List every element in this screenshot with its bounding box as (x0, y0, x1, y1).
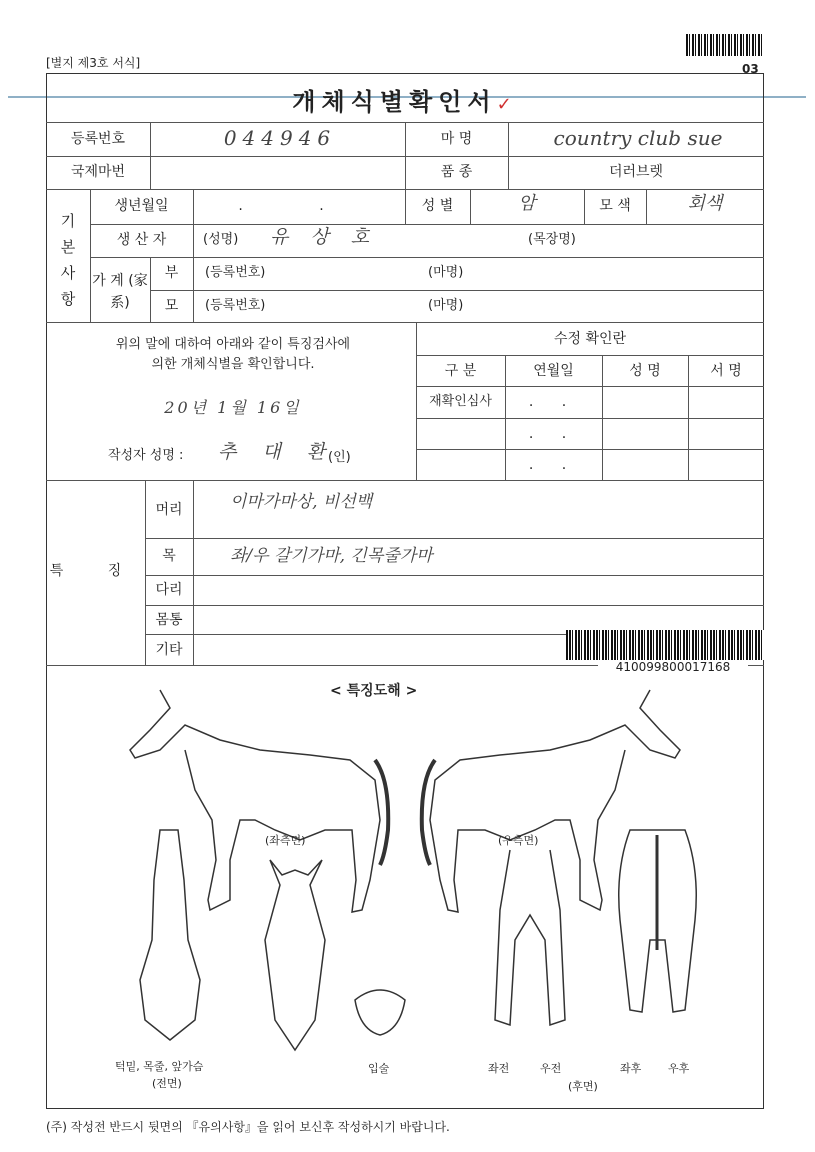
rev-row-2-date[interactable]: . . (528, 426, 579, 442)
dam-label: 모 (164, 298, 179, 314)
statement-line-1: 위의 말에 대하여 아래와 같이 특징검사에 (115, 337, 351, 352)
page-code: 03 (742, 62, 759, 76)
rev-row-3-date[interactable]: . . (528, 457, 579, 473)
ranch-label: (목장명) (528, 232, 576, 247)
statement-line-2: 의한 개체식별을 확인합니다. (151, 357, 315, 372)
dam-name-label: (마명) (428, 298, 464, 313)
left-side-caption: (좌측면) (265, 834, 306, 847)
rev-row-1-date[interactable]: . . (528, 394, 579, 410)
rev-header-type: 구 분 (444, 363, 477, 379)
sex-label: 성 별 (421, 198, 454, 214)
feature-label-other: 기타 (155, 642, 183, 658)
form-label: [별지 제3호 서식] (46, 56, 141, 70)
lips-outline (355, 990, 405, 1035)
feature-value-head[interactable]: 이마가마상, 비선백 (230, 492, 373, 512)
right-side-horse-tail (422, 760, 435, 865)
sex-value[interactable]: 암 (518, 193, 536, 214)
lips-caption: 입술 (368, 1062, 390, 1075)
diagram-title: < 특징도해 > (330, 683, 418, 699)
head-front-outline (265, 860, 325, 1050)
feature-label-legs: 다리 (155, 582, 183, 598)
right-hind-caption: 우후 (668, 1062, 690, 1075)
coat-value[interactable]: 회색 (687, 193, 723, 214)
sire-name-label: (마명) (428, 265, 464, 280)
barcode-number: 410099800017168 (598, 660, 748, 674)
sire-label: 부 (164, 265, 179, 281)
seal-label: (인) (328, 450, 351, 465)
footer-note: (주) 작성전 반드시 뒷면의 『유의사항』을 읽어 보신후 작성하시기 바랍니다. (46, 1120, 450, 1134)
front-label: (전면) (152, 1077, 182, 1090)
left-side-horse-tail (375, 760, 388, 865)
horse-name-value[interactable]: country club sue (553, 126, 723, 150)
page-title: 개체식별확인서✓ (292, 88, 518, 116)
rear-label: (후면) (568, 1080, 598, 1093)
intl-no-label: 국제마번 (70, 164, 126, 180)
left-front-caption: 좌전 (488, 1062, 510, 1075)
reg-no-value[interactable]: 044946 (223, 126, 337, 150)
right-side-caption: (우측면) (498, 834, 539, 847)
feature-label-head: 머리 (155, 502, 183, 518)
front-caption: 턱밑, 목줄, 앞가슴 (115, 1060, 204, 1073)
date-value[interactable]: 20년 1월 16일 (164, 398, 302, 417)
left-side-horse-outline (130, 690, 380, 912)
barcode-top (686, 34, 762, 56)
dam-reg-label: (등록번호) (205, 298, 266, 313)
feature-label-body: 몸통 (155, 612, 183, 628)
feature-value-neck[interactable]: 좌/우 갈기가마, 긴목줄가마 (230, 546, 433, 566)
right-front-caption: 우전 (540, 1062, 562, 1075)
breeder-label: 생 산 자 (116, 232, 167, 248)
feature-label-neck: 목 (162, 548, 176, 564)
rev-header-sign: 서 명 (710, 363, 742, 379)
breeder-name-label: (성명) (203, 232, 239, 247)
rev-header-name: 성 명 (629, 363, 661, 379)
revision-title: 수정 확인란 (553, 331, 627, 347)
breed-value[interactable]: 더러브렛 (608, 164, 664, 180)
writer-value[interactable]: 추 대 환 (218, 441, 336, 463)
breeder-name-value[interactable]: 유 상 호 (270, 226, 378, 248)
coat-label: 모 색 (599, 198, 631, 214)
breed-label: 품 종 (440, 164, 473, 180)
pedigree-label: 가 계 (家系) (92, 273, 148, 311)
birth-label: 생년월일 (114, 198, 169, 214)
left-hind-caption: 좌후 (620, 1062, 642, 1075)
birth-value[interactable]: . . (238, 198, 360, 214)
horse-diagram (90, 680, 710, 1100)
front-legs-outline (495, 850, 565, 1025)
writer-label: 작성자 성명 : (108, 448, 184, 463)
features-section-label: 특 징 (49, 563, 142, 579)
sire-reg-label: (등록번호) (205, 265, 266, 280)
basic-section-label: 기본사항 (60, 212, 76, 308)
rev-row-1-type: 재확인심사 (429, 394, 492, 409)
reg-no-label: 등록번호 (70, 131, 126, 147)
front-chest-outline (140, 830, 200, 1040)
barcode-middle (566, 630, 764, 660)
rev-header-date: 연월일 (533, 363, 574, 379)
check-mark: ✓ (496, 94, 518, 115)
horse-name-label: 마 명 (440, 131, 473, 147)
